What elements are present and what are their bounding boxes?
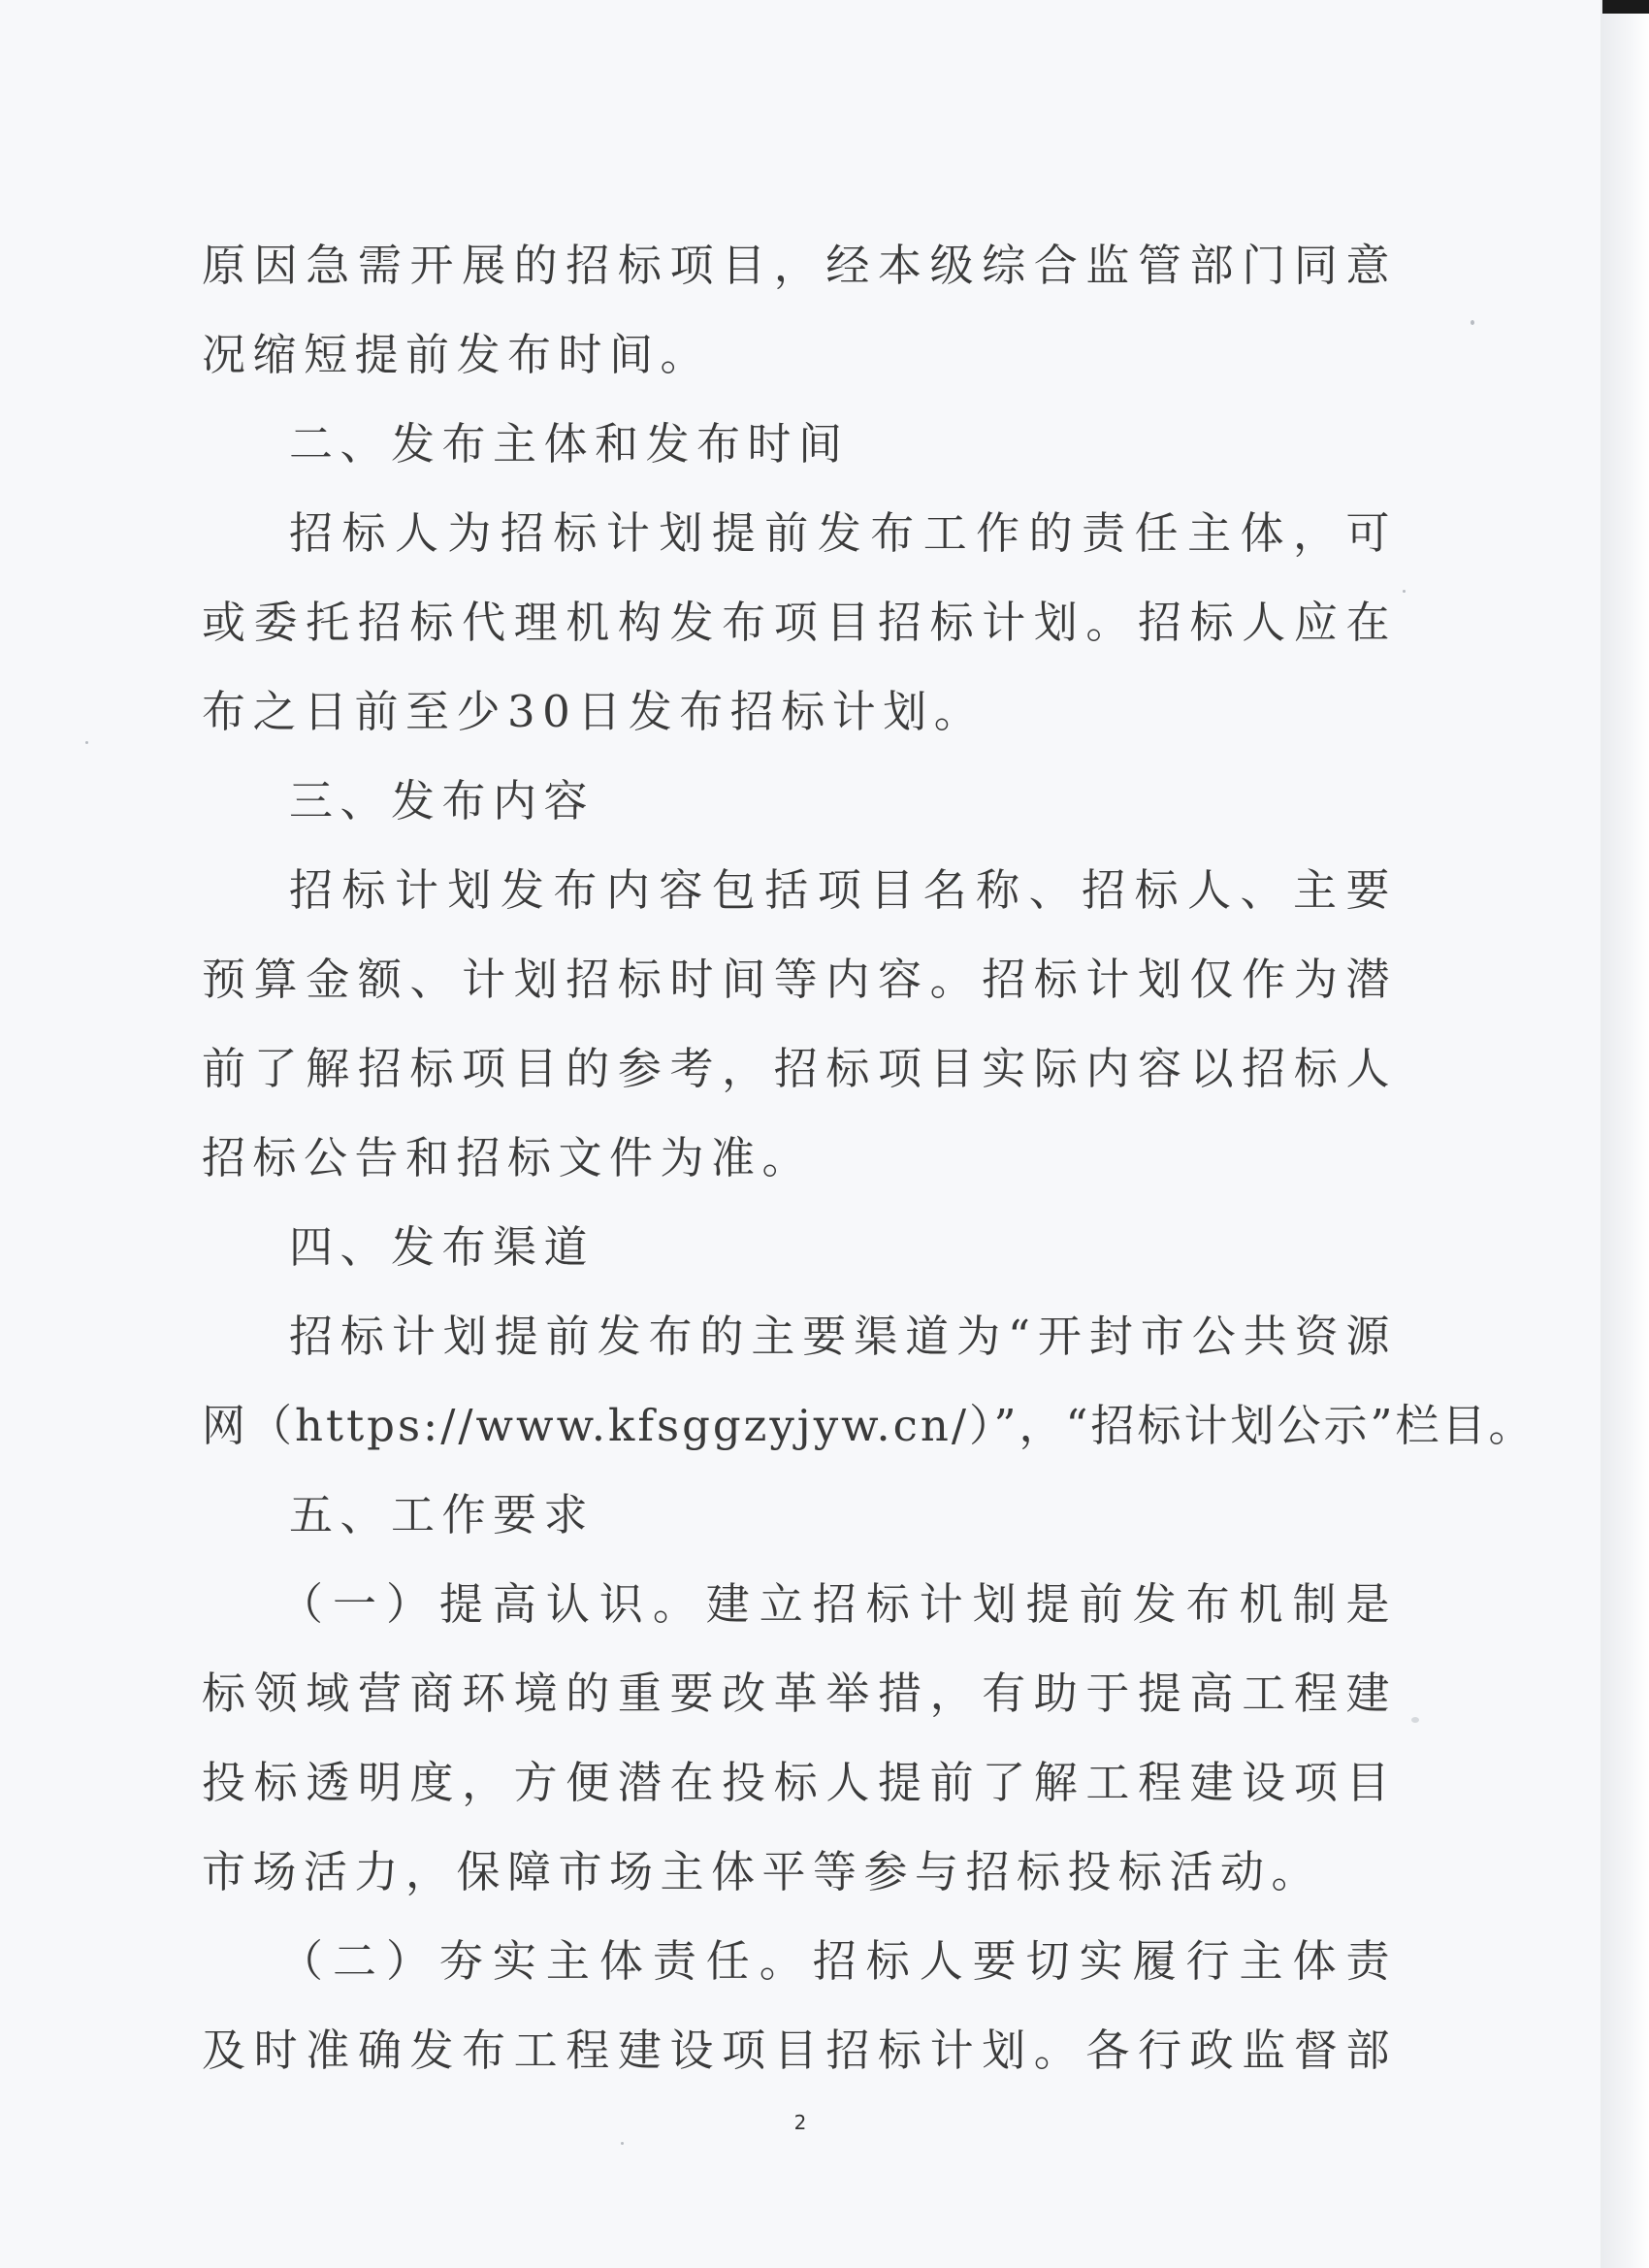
scan-speck	[1471, 320, 1474, 325]
page-number: 2	[793, 2111, 807, 2134]
paragraph-line: （一）提高认识。建立招标计划提前发布机制是	[279, 1578, 1397, 1630]
paragraph-line: 市场活力，保障市场主体平等参与招标投标活动。	[202, 1846, 1323, 1897]
paragraph-line: 投标透明度，方便潜在投标人提前了解工程建设项目	[202, 1757, 1397, 1808]
paragraph-line: 前了解招标项目的参考，招标项目实际内容以招标人	[202, 1043, 1397, 1094]
section-heading: 三、发布内容	[289, 775, 596, 826]
paragraph-line: 招标计划发布内容包括项目名称、招标人、主要	[289, 864, 1397, 916]
section-heading: 二、发布主体和发布时间	[289, 418, 850, 470]
scan-speck	[85, 741, 88, 744]
body-text	[202, 221, 1536, 2095]
scan-corner-mark	[1602, 0, 1649, 14]
paragraph-line: 招标公告和招标文件为准。	[202, 1132, 814, 1183]
scan-speck	[621, 2142, 624, 2145]
scan-speck	[1403, 590, 1406, 593]
paragraph-line: 招标计划提前发布的主要渠道为“开封市公共资源	[289, 1311, 1397, 1362]
paragraph-line: 标领域营商环境的重要改革举措，有助于提高工程建	[202, 1668, 1397, 1719]
paragraph-line: 况缩短提前发布时间。	[202, 329, 712, 380]
scan-edge	[1600, 0, 1649, 2268]
paragraph-line: 预算金额、计划招标时间等内容。招标计划仅作为潜	[202, 954, 1397, 1005]
scan-speck	[1411, 1717, 1419, 1723]
paragraph-line-url: 网（https://www.kfsggzyjyw.cn/）”，“招标计划公示”栏目。	[202, 1400, 1536, 1451]
paragraph-line: 招标人为招标计划提前发布工作的责任主体，可	[289, 507, 1397, 559]
paragraph-line: 或委托招标代理机构发布项目招标计划。招标人应在	[202, 597, 1397, 648]
paragraph-line: （二）夯实主体责任。招标人要切实履行主体责	[279, 1935, 1397, 1987]
section-heading: 四、发布渠道	[289, 1221, 596, 1273]
section-heading: 五、工作要求	[289, 1489, 596, 1540]
paragraph-line: 布之日前至少30日发布招标计划。	[202, 686, 986, 737]
paragraph-line: 原因急需开展的招标项目，经本级综合监管部门同意	[202, 240, 1397, 291]
paragraph-line: 及时准确发布工程建设项目招标计划。各行政监督部	[202, 2025, 1397, 2076]
